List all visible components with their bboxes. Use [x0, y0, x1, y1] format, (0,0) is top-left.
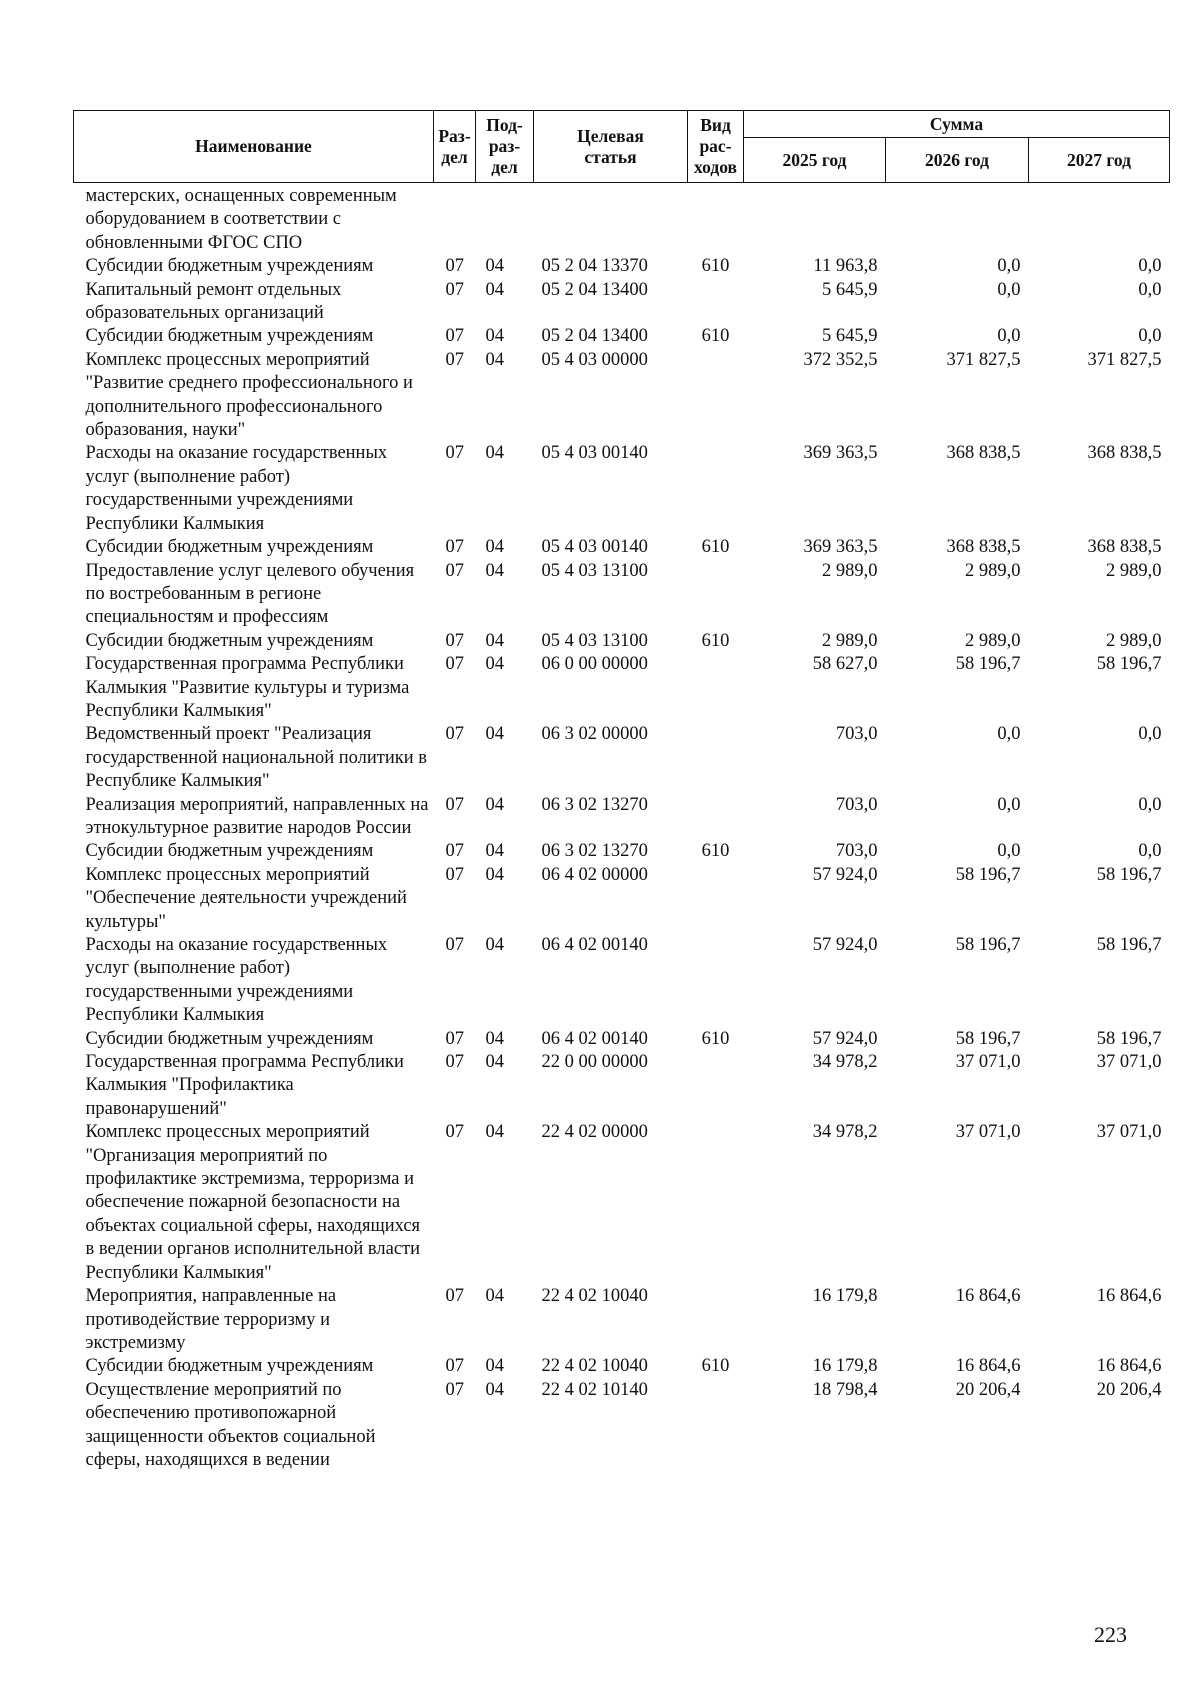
row-sum-2027: 37 071,0 [1096, 1052, 1162, 1073]
row-name: Субсидии бюджетным учреждениям [85, 841, 374, 862]
row-sum-2026: 16 864,6 [955, 1356, 1021, 1377]
row-razdel: 07 [445, 935, 464, 955]
row-sum-2027: 58 196,7 [1096, 864, 1162, 885]
row-vid [688, 1051, 744, 1121]
row-vid: 610 [701, 841, 730, 862]
table-row [74, 1121, 1170, 1285]
row-sum-2027: 58 196,7 [1096, 935, 1162, 955]
table-row [74, 349, 1170, 443]
row-razdel: 07 [445, 864, 464, 885]
row-sum-2027: 0,0 [1138, 724, 1162, 745]
row-razdel: 07 [445, 794, 464, 815]
row-podrazdel: 04 [485, 630, 504, 651]
row-sum-2027: 58 196,7 [1096, 1028, 1162, 1049]
row-celevaya: 06 3 02 13270 [541, 794, 648, 815]
page-number: 223 [1094, 1622, 1127, 1647]
row-vid [688, 1285, 744, 1355]
row-vid [688, 723, 744, 793]
row-podrazdel: 04 [485, 654, 504, 675]
row-sum-2025: 57 924,0 [812, 864, 878, 885]
row-sum-2025: 369 363,5 [803, 537, 878, 558]
row-razdel: 07 [445, 724, 464, 745]
row-razdel: 07 [445, 1052, 464, 1073]
row-sum-2026: 0,0 [997, 279, 1021, 300]
table-row [74, 653, 1170, 723]
row-razdel: 07 [445, 1122, 464, 1143]
table-row [74, 1355, 1170, 1378]
row-celevaya: 05 4 03 00140 [541, 537, 648, 558]
row-podrazdel: 04 [485, 841, 504, 862]
row-podrazdel: 04 [485, 864, 504, 885]
row-sum-2027: 2 989,0 [1106, 560, 1162, 581]
row-razdel: 07 [445, 443, 464, 464]
row-name: Комплекс процессных мероприятий "Развитие среднего профессионального и дополнительного профессионального образования, науки" [85, 349, 413, 441]
row-celevaya: 06 3 02 00000 [541, 724, 648, 745]
header-podrazdel [476, 111, 534, 183]
row-name: Субсидии бюджетным учреждениям [85, 1028, 374, 1049]
table-row [74, 723, 1170, 793]
header-celevaya [534, 111, 688, 183]
row-sum-2027: 16 864,6 [1096, 1286, 1162, 1307]
row-razdel: 07 [445, 654, 464, 675]
row-vid: 610 [701, 630, 730, 651]
row-celevaya: 05 4 03 00140 [541, 443, 648, 464]
row-name: Субсидии бюджетным учреждениям [85, 630, 374, 651]
row-sum-2025: 34 978,2 [812, 1052, 878, 1073]
row-sum-2027: 2 989,0 [1106, 630, 1162, 651]
row-vid [688, 279, 744, 326]
row-sum-2026: 37 071,0 [955, 1122, 1021, 1143]
row-sum-2026: 58 196,7 [955, 935, 1021, 955]
row-sum-2026: 371 827,5 [946, 349, 1021, 370]
row-razdel: 07 [445, 1286, 464, 1307]
table-row [74, 560, 1170, 630]
row-name: Комплекс процессных мероприятий "Организация мероприятий по профилактике экстремизма, терроризма и обеспечение пожарной безопасности на объектах социальной сферы, находящихся в ведении органов исполнительной власти Республики Калмыкия" [85, 1122, 421, 1283]
row-name: мастерских, оснащенных современным оборудованием в соответствии с обновленными ФГОС СПО [85, 186, 397, 253]
row-name: Субсидии бюджетным учреждениям [85, 537, 374, 558]
row-name: Государственная программа Республики Калмыкия "Развитие культуры и туризма Республики Калмыкия" [85, 654, 410, 721]
row-celevaya: 06 4 02 00140 [541, 935, 648, 955]
row-sum-2025: 16 179,8 [812, 1356, 878, 1377]
header-2025: 2025 год [744, 138, 886, 183]
row-sum-2026: 16 864,6 [955, 1286, 1021, 1307]
row-razdel: 07 [445, 560, 464, 581]
row-podrazdel: 04 [485, 560, 504, 581]
row-sum-2025 [744, 183, 886, 256]
table-header [74, 111, 1170, 183]
table-row [74, 279, 1170, 326]
row-sum-2026: 368 838,5 [946, 537, 1021, 558]
row-vid [688, 560, 744, 630]
row-razdel: 07 [445, 326, 464, 347]
table-row [74, 794, 1170, 841]
row-sum-2025: 34 978,2 [812, 1122, 878, 1143]
row-celevaya: 06 0 00 00000 [541, 654, 648, 675]
row-sum-2027: 20 206,4 [1096, 1379, 1162, 1400]
table-row [74, 536, 1170, 559]
row-sum-2026: 0,0 [997, 256, 1021, 277]
table-row [74, 840, 1170, 863]
row-celevaya: 05 4 03 13100 [541, 630, 648, 651]
row-podrazdel: 04 [485, 256, 504, 277]
row-sum-2027: 368 838,5 [1087, 443, 1162, 464]
row-celevaya: 06 4 02 00140 [541, 1028, 648, 1049]
row-name: Осуществление мероприятий по обеспечению противопожарной защищенности объектов социальной сферы, находящихся в ведении [85, 1379, 376, 1470]
row-sum-2025: 2 989,0 [822, 630, 878, 651]
row-razdel: 07 [445, 349, 464, 370]
header-razdel [434, 111, 476, 183]
row-celevaya: 05 4 03 00000 [541, 349, 648, 370]
row-sum-2025: 57 924,0 [812, 1028, 878, 1049]
row-podrazdel [476, 183, 534, 256]
row-vid [688, 442, 744, 536]
row-vid: 610 [701, 1356, 730, 1377]
row-celevaya: 22 4 02 10140 [541, 1379, 648, 1400]
row-sum-2026: 0,0 [997, 841, 1021, 862]
row-razdel: 07 [445, 1028, 464, 1049]
row-celevaya: 05 2 04 13400 [541, 279, 648, 300]
row-sum-2027: 368 838,5 [1087, 537, 1162, 558]
row-sum-2027: 0,0 [1138, 841, 1162, 862]
header-vid [688, 111, 744, 183]
table-row [74, 1285, 1170, 1355]
row-sum-2027: 0,0 [1138, 256, 1162, 277]
row-podrazdel: 04 [485, 724, 504, 745]
row-sum-2025: 703,0 [835, 724, 878, 745]
row-vid: 610 [701, 537, 730, 558]
row-sum-2026: 20 206,4 [955, 1379, 1021, 1400]
row-vid [688, 864, 744, 934]
row-name: Субсидии бюджетным учреждениям [85, 256, 374, 277]
header-name: Наименование [74, 111, 434, 183]
row-name: Ведомственный проект "Реализация государственной национальной политики в Республике Калмыкия" [85, 724, 428, 792]
header-celevaya-text: Целевая статья [577, 125, 644, 167]
row-sum-2025: 57 924,0 [812, 935, 878, 955]
row-sum-2027: 0,0 [1138, 326, 1162, 347]
row-vid [688, 653, 744, 723]
row-razdel: 07 [445, 1379, 464, 1400]
row-celevaya: 22 0 00 00000 [541, 1052, 648, 1073]
row-sum-2025: 16 179,8 [812, 1286, 878, 1307]
budget-table [73, 110, 1170, 1472]
row-celevaya: 05 4 03 13100 [541, 560, 648, 581]
row-vid [688, 349, 744, 443]
row-sum-2026: 0,0 [997, 724, 1021, 745]
row-sum-2025: 372 352,5 [803, 349, 878, 370]
table-row [74, 864, 1170, 934]
row-name: Предоставление услуг целевого обучения по востребованным в регионе специальностям и профессиям [85, 560, 415, 628]
row-vid [688, 1121, 744, 1285]
row-podrazdel: 04 [485, 794, 504, 815]
row-podrazdel: 04 [485, 537, 504, 558]
row-razdel: 07 [445, 1356, 464, 1377]
row-sum-2025: 5 645,9 [822, 326, 878, 347]
row-sum-2026: 58 196,7 [955, 1028, 1021, 1049]
row-sum-2026: 0,0 [997, 326, 1021, 347]
row-podrazdel: 04 [485, 326, 504, 347]
row-vid: 610 [701, 256, 730, 277]
row-sum-2025: 18 798,4 [812, 1379, 878, 1400]
table-row [74, 1051, 1170, 1121]
row-sum-2027: 58 196,7 [1096, 654, 1162, 675]
row-sum-2026: 0,0 [997, 794, 1021, 815]
row-name: Расходы на оказание государственных услуг (выполнение работ) государственными учреждениями Республики Калмыкия [85, 935, 388, 1026]
row-sum-2026: 2 989,0 [965, 560, 1021, 581]
row-sum-2026 [886, 183, 1029, 256]
row-sum-2027: 16 864,6 [1096, 1356, 1162, 1377]
row-sum-2027 [1029, 183, 1170, 256]
table-row [74, 442, 1170, 536]
row-vid [688, 934, 744, 1028]
row-podrazdel: 04 [485, 1286, 504, 1307]
row-razdel: 07 [445, 279, 464, 300]
row-sum-2025: 11 963,8 [813, 256, 878, 277]
table-body [74, 183, 1170, 1473]
row-sum-2026: 58 196,7 [955, 864, 1021, 885]
row-podrazdel: 04 [485, 1028, 504, 1049]
row-sum-2025: 5 645,9 [822, 279, 878, 300]
row-name: Комплекс процессных мероприятий "Обеспечение деятельности учреждений культуры" [85, 864, 407, 932]
row-celevaya [534, 183, 688, 256]
row-sum-2025: 58 627,0 [812, 654, 878, 675]
row-celevaya: 22 4 02 10040 [541, 1356, 648, 1377]
table-row [74, 1379, 1170, 1473]
row-celevaya: 06 3 02 13270 [541, 841, 648, 862]
row-podrazdel: 04 [485, 935, 504, 955]
row-razdel [434, 183, 476, 256]
table-row [74, 934, 1170, 1028]
row-sum-2027: 0,0 [1138, 279, 1162, 300]
table-row [74, 630, 1170, 653]
row-sum-2027: 0,0 [1138, 794, 1162, 815]
row-name: Субсидии бюджетным учреждениям [85, 1356, 374, 1377]
row-celevaya: 22 4 02 00000 [541, 1122, 648, 1143]
row-celevaya: 06 4 02 00000 [541, 864, 648, 885]
table-row [74, 183, 1170, 256]
header-summa: Сумма [744, 111, 1170, 138]
row-vid [688, 794, 744, 841]
row-sum-2027: 37 071,0 [1096, 1122, 1162, 1143]
row-vid: 610 [701, 326, 730, 347]
row-razdel: 07 [445, 537, 464, 558]
row-vid [688, 1379, 744, 1473]
row-celevaya: 05 2 04 13370 [541, 256, 648, 277]
row-razdel: 07 [445, 256, 464, 277]
row-name: Субсидии бюджетным учреждениям [85, 326, 374, 347]
row-sum-2025: 703,0 [835, 794, 878, 815]
row-sum-2027: 371 827,5 [1087, 349, 1162, 370]
row-sum-2025: 2 989,0 [822, 560, 878, 581]
table-row [74, 255, 1170, 278]
row-razdel: 07 [445, 630, 464, 651]
row-name: Государственная программа Республики Калмыкия "Профилактика правонарушений" [85, 1052, 404, 1119]
row-celevaya: 22 4 02 10040 [541, 1286, 648, 1307]
header-podrazdel-text: Под- раз- дел [486, 115, 523, 177]
row-sum-2025: 703,0 [835, 841, 878, 862]
header-2026: 2026 год [886, 138, 1029, 183]
row-podrazdel: 04 [485, 279, 504, 300]
row-podrazdel: 04 [485, 1122, 504, 1143]
header-2027: 2027 год [1029, 138, 1170, 183]
row-podrazdel: 04 [485, 1379, 504, 1400]
row-vid [688, 183, 744, 256]
row-name: Расходы на оказание государственных услуг (выполнение работ) государственными учреждениями Республики Калмыкия [85, 443, 388, 534]
row-podrazdel: 04 [485, 1356, 504, 1377]
row-name: Реализация мероприятий, направленных на этнокультурное развитие народов России [85, 794, 429, 838]
row-name: Мероприятия, направленные на противодействие терроризму и экстремизму [85, 1286, 337, 1353]
header-razdel-text: Раз- дел [438, 125, 471, 167]
row-sum-2026: 368 838,5 [946, 443, 1021, 464]
table-row [74, 1028, 1170, 1051]
row-sum-2025: 369 363,5 [803, 443, 878, 464]
table-row [74, 325, 1170, 348]
row-podrazdel: 04 [485, 1052, 504, 1073]
row-razdel: 07 [445, 841, 464, 862]
header-vid-text: Вид рас- ходов [694, 115, 737, 177]
row-vid: 610 [701, 1028, 730, 1049]
row-sum-2026: 37 071,0 [955, 1052, 1021, 1073]
row-sum-2026: 2 989,0 [965, 630, 1021, 651]
row-sum-2026: 58 196,7 [955, 654, 1021, 675]
row-podrazdel: 04 [485, 443, 504, 464]
row-podrazdel: 04 [485, 349, 504, 370]
row-name: Капитальный ремонт отдельных образовательных организаций [85, 279, 342, 324]
row-celevaya: 05 2 04 13400 [541, 326, 648, 347]
